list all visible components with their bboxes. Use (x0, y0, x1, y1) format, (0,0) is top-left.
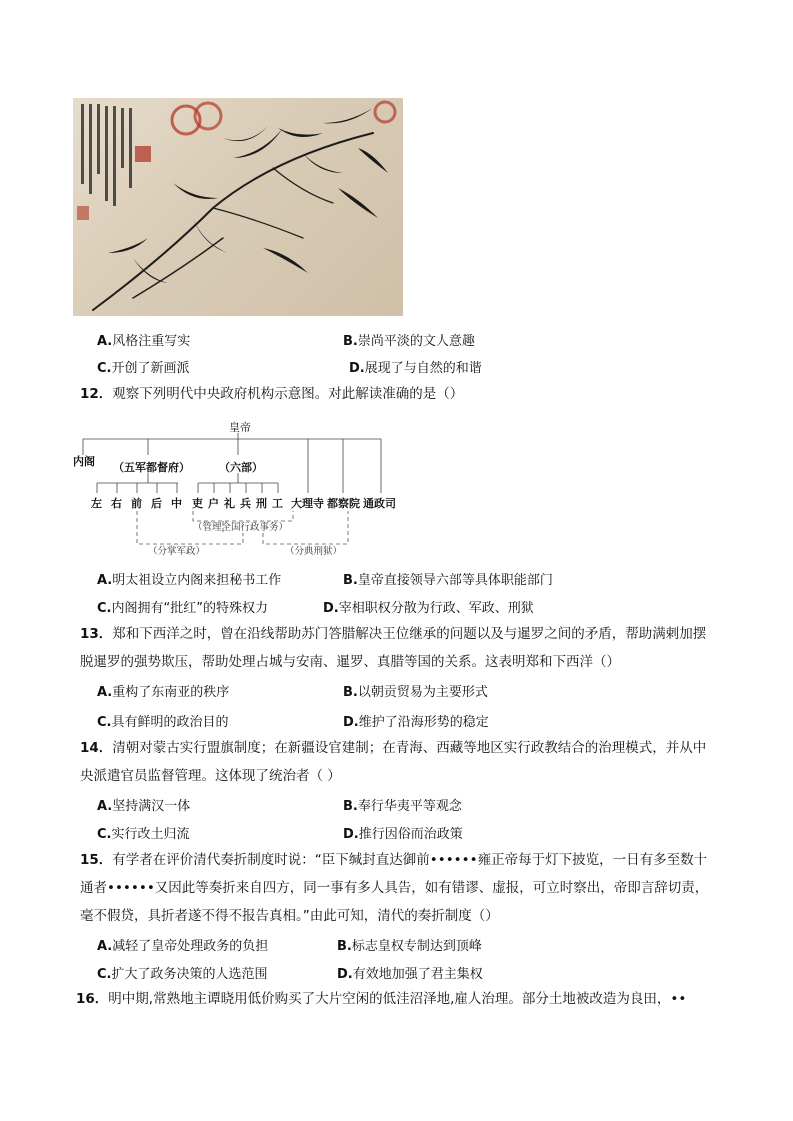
diagram-note-military: （分掌军政） (148, 546, 206, 557)
diagram-libu-rites: 礼 (224, 497, 235, 510)
q15-options-row-1 (0, 935, 793, 957)
q14-option-b[interactable]: B.奉行华夷平等观念 (343, 799, 462, 814)
q14-stem: 14．清朝对蒙古实行盟旗制度；在新疆设官建制；在青海、西藏等地区实行政教结合的治理模式，并从中央派遣官员监督管理。这体现了统治者（ ） (80, 740, 707, 784)
q12-options-row-1 (0, 569, 793, 591)
diagram-wujun: （五军都督府） (113, 461, 190, 474)
q12-option-b[interactable]: B.皇帝直接领导六部等具体职能部门 (343, 573, 553, 588)
diagram-dalisi: 大理寺 (291, 497, 324, 510)
q13-stem: 13．郑和下西洋之时，曾在沿线帮助苏门答腊解决王位继承的问题以及与暹罗之间的矛盾，帮助满剌加摆脱暹罗的强势欺压，帮助处理占城与安南、暹罗、真腊等国的关系。这表明郑和下西洋（） (80, 626, 707, 670)
q12-option-c[interactable]: C.内阁拥有“批红”的特殊权力 (97, 601, 268, 616)
diagram-emperor: 皇帝 (229, 421, 251, 434)
q14-option-d[interactable]: D.推行因俗而治政策 (343, 827, 463, 842)
diagram-libu-personnel: 吏 (192, 497, 203, 510)
diagram-wujun-front: 前 (131, 497, 142, 510)
q15-options-row-2 (0, 963, 793, 985)
diagram-gongbu: 工 (272, 497, 283, 510)
q12-option-d[interactable]: D.宰相职权分散为行政、军政、刑狱 (323, 601, 534, 616)
q13-option-a[interactable]: A.重构了东南亚的秩序 (97, 685, 230, 700)
diagram-duchayuan: 都察院 (327, 497, 360, 510)
diagram-wujun-middle: 中 (171, 497, 182, 510)
diagram-lines (73, 413, 403, 563)
diagram-note-justice: （分典刑狱） (285, 546, 343, 557)
q14-option-a[interactable]: A.坚持满汉一体 (97, 799, 191, 814)
q11-option-a[interactable]: A.风格注重写实 (97, 334, 191, 349)
q11-option-d[interactable]: D.展现了与自然的和谐 (349, 361, 482, 376)
q15-option-a[interactable]: A.减轻了皇帝处理政务的负担 (97, 939, 269, 954)
q15-option-d[interactable]: D.有效地加强了君主集权 (337, 967, 483, 982)
q11-option-c[interactable]: C.开创了新画派 (97, 361, 190, 376)
diagram-neige: 内阁 (73, 455, 95, 468)
q11-options-row-1 (0, 330, 793, 352)
diagram-xingbu: 刑 (256, 497, 267, 510)
diagram-note-admin: （管理全国行政事务） (193, 522, 289, 533)
q14-options-row-1 (0, 795, 793, 817)
q11-option-b[interactable]: B.崇尚平淡的文人意趣 (343, 334, 475, 349)
diagram-wujun-right: 右 (111, 497, 122, 510)
q12-stem: 12．观察下列明代中央政府机构示意图。对此解读准确的是（） (80, 386, 464, 402)
q13-options-row-1 (0, 681, 793, 703)
q15-stem: 15．有学者在评价清代奏折制度时说：“臣下缄封直达御前••••••雍正帝每于灯下披览，一日有多至数十通者••••••又因此等奏折来自四方，同一事有多人具告，如有错谬、虚报，可立时察出，帝即言辞切责，毫不假贷，具折者遂不得不报告真相。”由此可知，清代的奏折制度（） (80, 852, 709, 924)
ink-bamboo-painting (73, 98, 403, 316)
q12-options-row-2 (0, 597, 793, 619)
q13-options-row-2 (0, 711, 793, 733)
q16-stem: 16．明中期,常熟地主谭晓用低价购买了大片空闲的低洼沼泽地,雇人治理。部分土地被改造为良田，•• (76, 991, 687, 1007)
q13-option-d[interactable]: D.维护了沿海形势的稳定 (343, 715, 489, 730)
diagram-tongzhengsi: 通政司 (363, 497, 396, 510)
q12-option-a[interactable]: A.明太祖设立内阁来担秘书工作 (97, 573, 282, 588)
ming-government-diagram (73, 413, 403, 563)
diagram-liubu: （六部） (219, 461, 263, 474)
diagram-wujun-left: 左 (91, 497, 102, 510)
diagram-bingbu: 兵 (240, 497, 251, 510)
q11-options-row-2 (0, 357, 793, 379)
q14-options-row-2 (0, 823, 793, 845)
diagram-hubu: 户 (208, 497, 219, 510)
diagram-wujun-back: 后 (151, 497, 162, 510)
q15-option-b[interactable]: B.标志皇权专制达到顶峰 (337, 939, 482, 954)
q15-option-c[interactable]: C.扩大了政务决策的人选范围 (97, 967, 268, 982)
q14-option-c[interactable]: C.实行改土归流 (97, 827, 190, 842)
q13-option-b[interactable]: B.以朝贡贸易为主要形式 (343, 685, 488, 700)
q13-option-c[interactable]: C.具有鲜明的政治目的 (97, 715, 229, 730)
bamboo-painting-icon (73, 98, 403, 316)
